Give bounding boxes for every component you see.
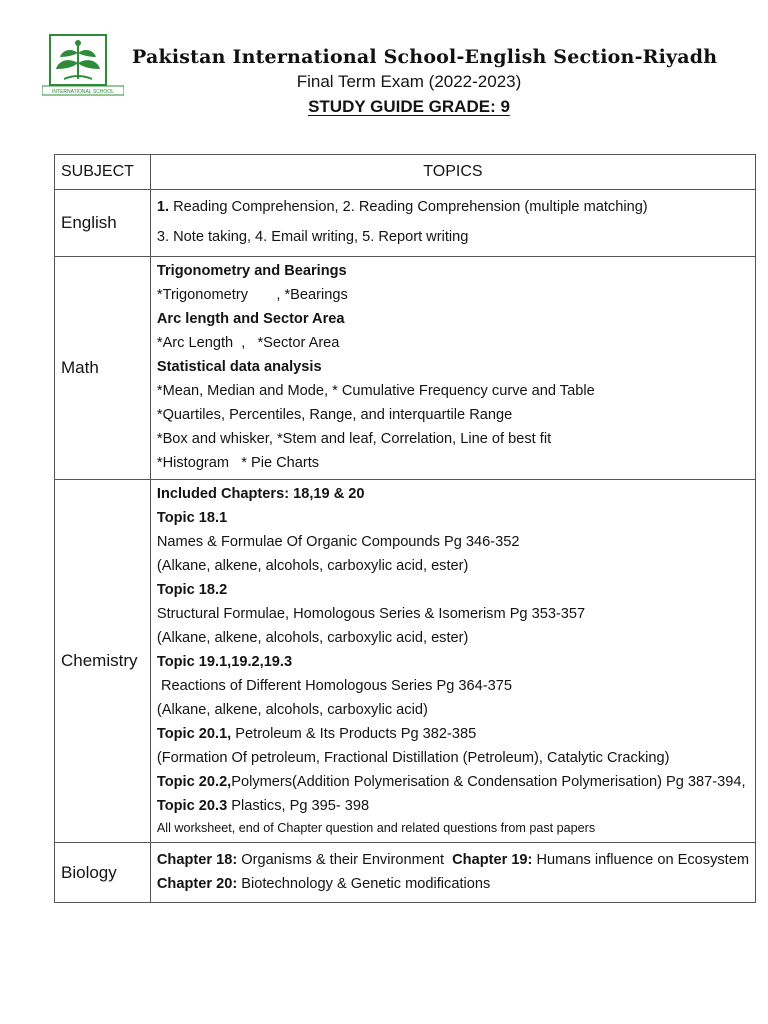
english-line-1-text: Reading Comprehension, 2. Reading Comprehension (multiple matching) [169,199,648,215]
chem-line: Structural Formulae, Homologous Series & Isomerism Pg 353-357 [156,606,586,622]
chem-topic-heading: Topic 20.1, [156,726,232,742]
math-line: *Quartiles, Percentiles, Range, and interquartile Range [156,407,513,423]
chem-topic-heading: Topic 20.2, [156,774,232,790]
chem-line: (Alkane, alkene, alcohols, carboxylic acid, ester) [156,558,469,574]
math-heading-trigonometry: Trigonometry and Bearings [156,263,347,279]
chem-note: All worksheet, end of Chapter question and related questions from past papers [156,821,596,835]
bio-chapter-text: Humans influence on Ecosystem [532,852,749,868]
chem-topic-heading: Topic 20.3 [156,798,228,814]
subject-english: English [55,190,151,257]
subject-math: Math [55,257,151,480]
chem-text: Petroleum & Its Products Pg 382-385 [231,726,477,742]
topics-biology [150,843,755,903]
bio-line [157,848,749,872]
chem-line [157,722,749,746]
chem-topic-heading: Topic 18.2 [156,582,228,598]
subject-biology: Biology [55,843,151,903]
topics-math [150,257,755,480]
chem-line: (Alkane, alkene, alcohols, carboxylic acid) [156,702,428,718]
chem-line: Reactions of Different Homologous Series Pg 364-375 [156,678,512,694]
math-line: *Box and whisker, *Stem and leaf, Correlation, Line of best fit [156,431,552,447]
table-row-biology [55,843,756,903]
table-header-row [55,155,756,190]
chem-text: Plastics, Pg 395- 398 [227,798,370,814]
chem-topic-heading: Topic 19.1,19.2,19.3 [156,654,293,670]
table-row-english [55,190,756,257]
exam-title: Final Term Exam (2022-2023) [296,72,522,91]
math-heading-arc: Arc length and Sector Area [156,311,345,327]
bio-chapter-text: Biotechnology & Genetic modifications [237,876,491,892]
study-guide-title-text: STUDY GUIDE GRADE: 9 [308,97,510,116]
chem-line: (Alkane, alkene, alcohols, carboxylic acid, ester) [156,630,469,646]
table-row-math [55,257,756,480]
math-line: *Histogram * Pie Charts [156,455,320,471]
math-line: *Mean, Median and Mode, * Cumulative Frequency curve and Table [156,383,595,399]
school-name: Pakistan International School-English Section-Riyadh [132,46,718,68]
chem-line: (Formation Of petroleum, Fractional Distillation (Petroleum), Catalytic Cracking) [156,750,670,766]
topics-table [54,154,756,903]
bio-chapter-label: Chapter 18: [156,852,238,868]
topics-english [150,190,755,257]
subject-header: SUBJECT [55,155,151,190]
table-row-chemistry [55,480,756,843]
bio-line [157,872,749,896]
study-guide-title [0,97,768,117]
chem-text: Polymers(Addition Polymerisation & Condensation Polymerisation) Pg 387-394, [231,774,746,790]
chem-line: Names & Formulae Of Organic Compounds Pg 346-352 [156,534,520,550]
logo-caption: INTERNATIONAL SCHOOL [52,89,114,95]
english-line-2: 3. Note taking, 4. Email writing, 5. Report writing [156,229,469,245]
math-heading-statistics: Statistical data analysis [156,359,322,375]
bio-chapter-label: Chapter 20: [156,876,238,892]
chem-topic-heading: Topic 18.1 [156,510,228,526]
math-line: *Trigonometry , *Bearings [156,287,348,303]
topics-header: TOPICS [150,155,755,190]
bio-chapter-text: Organisms & their Environment [237,852,453,868]
english-line-1-num: 1. [156,199,170,215]
topics-chemistry [150,480,755,843]
bio-chapter-label: Chapter 19: [452,852,533,868]
subject-chemistry: Chemistry [55,480,151,843]
chem-included: Included Chapters: 18,19 & 20 [156,486,365,502]
math-line: *Arc Length , *Sector Area [156,335,340,351]
english-line-1 [157,192,749,222]
chem-line [157,770,749,818]
